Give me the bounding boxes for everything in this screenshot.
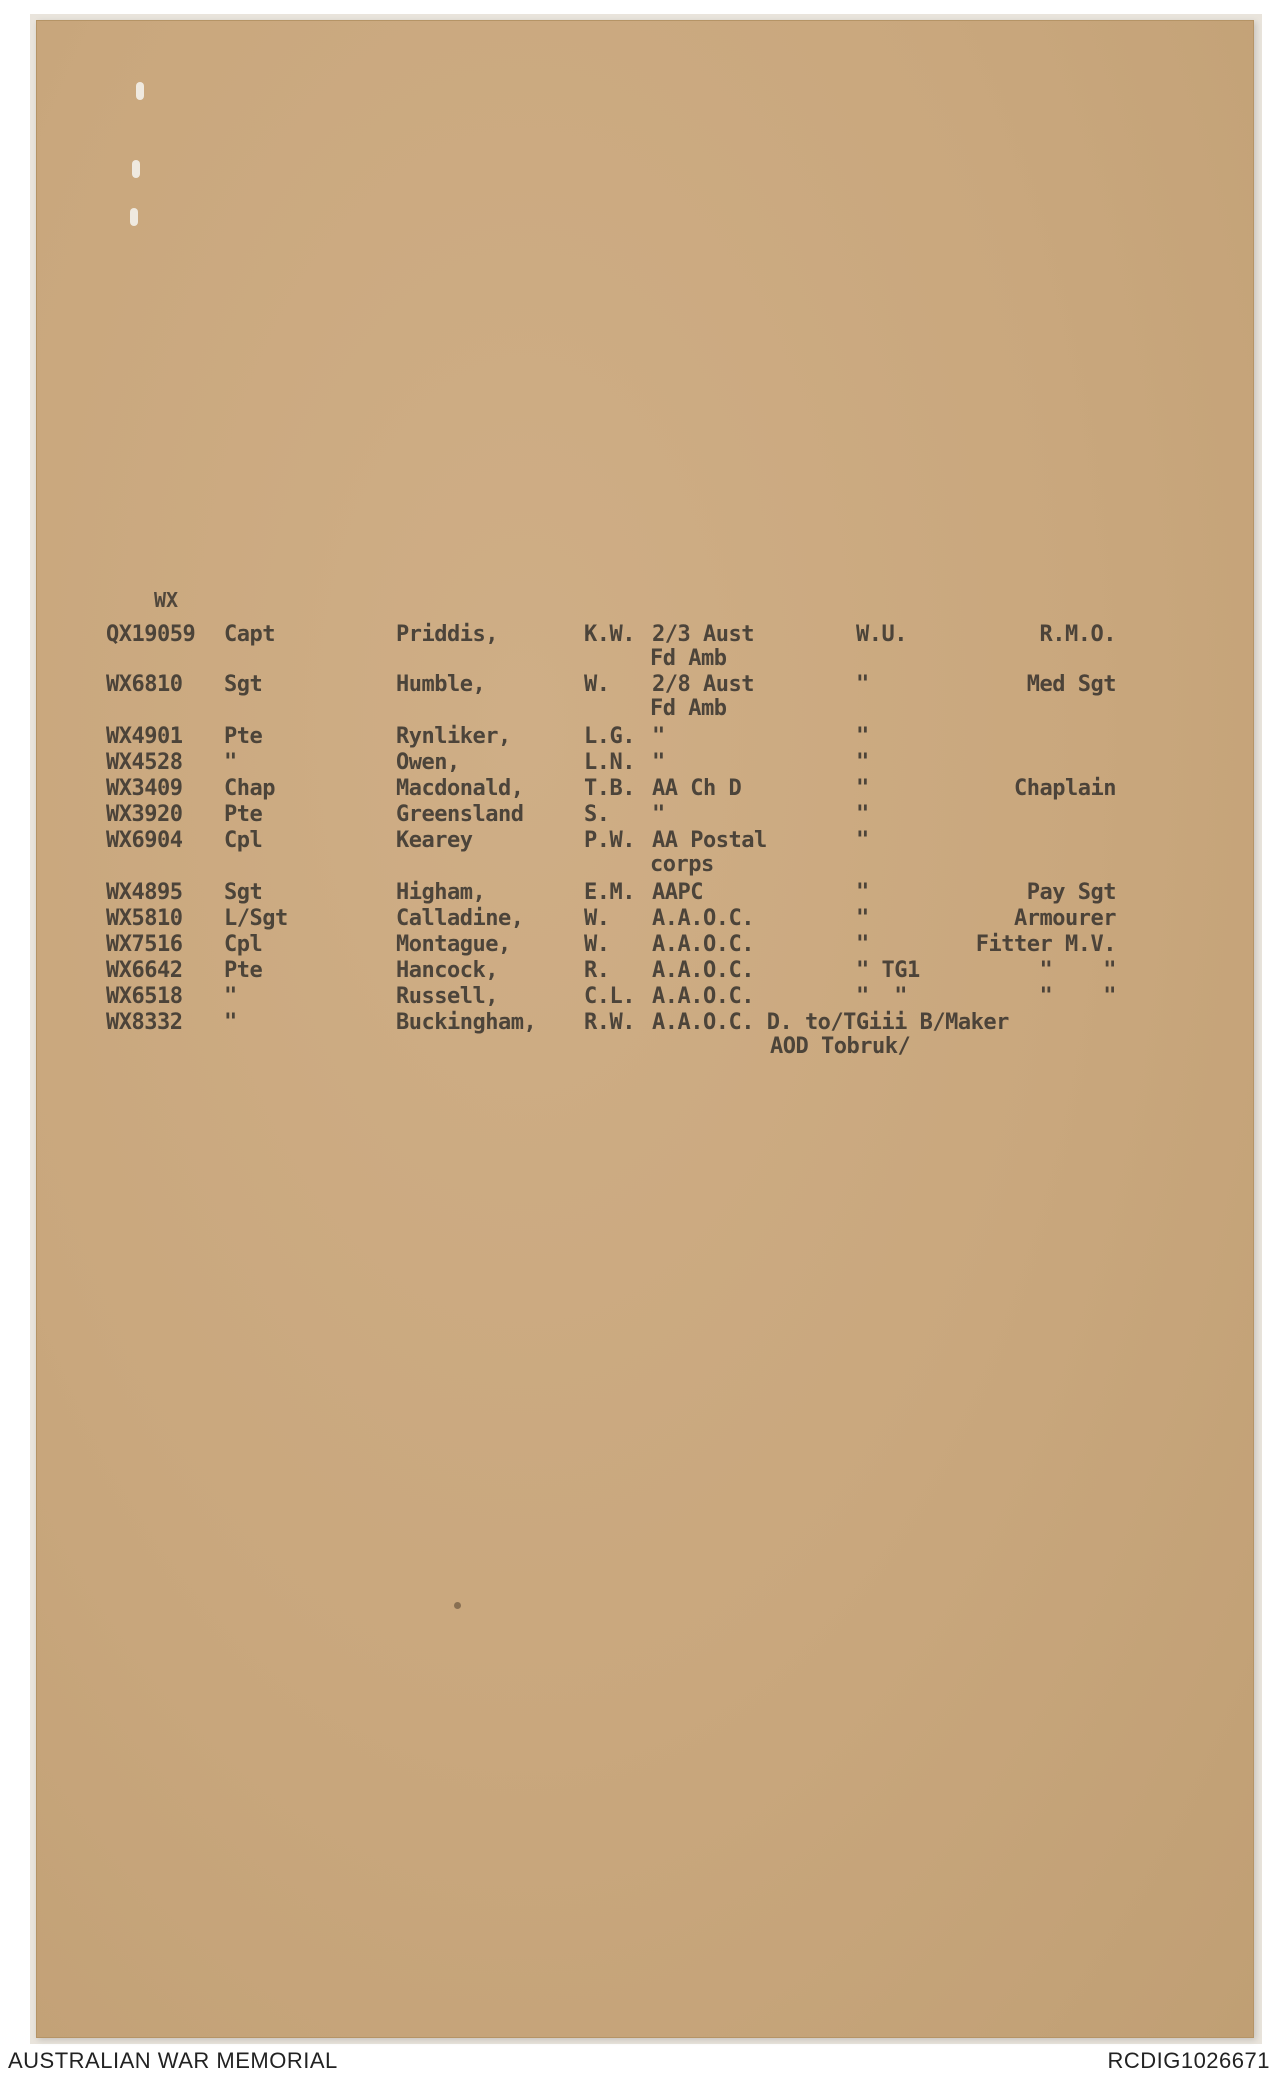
document-page [36,20,1254,2038]
row-9-initials: W. [584,906,610,931]
row-9-status: " [856,906,869,931]
row-12-unit: A.A.O.C. [652,984,754,1009]
footer-institution: AUSTRALIAN WAR MEMORIAL [8,2048,338,2073]
row-12-remarks: " " [1039,984,1116,1009]
row-9-remarks: Armourer [1014,906,1116,931]
row-2-surname: Humble, [396,672,486,697]
row-1-unit-continued: Fd Amb [650,646,727,671]
row-6-service-number: WX3920 [106,802,183,827]
row-7-unit: AA Postal [652,828,767,853]
row-9-service-number: WX5810 [106,906,183,931]
row-8-service-number: WX4895 [106,880,183,905]
row-10-unit: A.A.O.C. [652,932,754,957]
row-11-initials: R. [584,958,610,983]
row-4-initials: L.N. [584,750,635,775]
row-10-status: " [856,932,869,957]
row-10-initials: W. [584,932,610,957]
row-11-rank: Pte [224,958,263,983]
row-13-surname: Buckingham, [396,1010,537,1035]
row-8-remarks: Pay Sgt [1026,880,1116,905]
row-12-surname: Russell, [396,984,498,1009]
row-13-rank: " [224,1010,237,1035]
row-6-unit: " [652,802,665,827]
row-8-rank: Sgt [224,880,263,905]
row-2-unit: 2/8 Aust [652,672,754,697]
row-3-service-number: WX4901 [106,724,183,749]
row-5-surname: Macdonald, [396,776,524,801]
row-11-surname: Hancock, [396,958,498,983]
row-1-service-number: QX19059 [106,622,196,647]
row-12-rank: " [224,984,237,1009]
row-4-service-number: WX4528 [106,750,183,775]
row-7-status: " [856,828,869,853]
row-6-rank: Pte [224,802,263,827]
row-5-status: " [856,776,869,801]
row-2-rank: Sgt [224,672,263,697]
ink-speck [454,1602,461,1609]
row-2-unit-continued: Fd Amb [650,696,727,721]
row-5-unit: AA Ch D [652,776,742,801]
row-10-rank: Cpl [224,932,263,957]
row-11-status: " TG1 [856,958,920,983]
row-13-initials: R.W. [584,1010,635,1035]
row-1-unit: 2/3 Aust [652,622,754,647]
footer-id: RCDIG1026671 [1107,2048,1270,2073]
row-3-status: " [856,724,869,749]
row-8-status: " [856,880,869,905]
row-4-rank: " [224,750,237,775]
row-11-unit: A.A.O.C. [652,958,754,983]
row-7-rank: Cpl [224,828,263,853]
row-12-initials: C.L. [584,984,635,1009]
row-6-status: " [856,802,869,827]
row-8-surname: Higham, [396,880,486,905]
punch-hole [132,160,140,178]
row-3-initials: L.G. [584,724,635,749]
row-7-service-number: WX6904 [106,828,183,853]
row-7-surname: Kearey [396,828,473,853]
row-2-status: " [856,672,869,697]
row-3-surname: Rynliker, [396,724,511,749]
row-9-rank: L/Sgt [224,906,288,931]
handwritten-mark: WX [154,588,179,612]
row-10-service-number: WX7516 [106,932,183,957]
row-1-surname: Priddis, [396,622,498,647]
row-5-rank: Chap [224,776,275,801]
row-10-remarks: Fitter M.V. [975,932,1116,957]
row-3-unit: " [652,724,665,749]
row-8-unit: AAPC [652,880,703,905]
row-2-remarks: Med Sgt [1026,672,1116,697]
row-11-service-number: WX6642 [106,958,183,983]
row-5-service-number: WX3409 [106,776,183,801]
row-13-service-number: WX8332 [106,1010,183,1035]
punch-hole [130,208,138,226]
row-6-initials: S. [584,802,610,827]
row-5-remarks: Chaplain [1014,776,1116,801]
row-2-initials: W. [584,672,610,697]
row-5-initials: T.B. [584,776,635,801]
row-7-initials: P.W. [584,828,635,853]
row-12-service-number: WX6518 [106,984,183,1009]
row-4-unit: " [652,750,665,775]
row-1-remarks: R.M.O. [1039,622,1116,647]
row-1-status: W.U. [856,622,907,647]
row-10-surname: Montague, [396,932,511,957]
row-4-status: " [856,750,869,775]
row-4-surname: Owen, [396,750,460,775]
row-1-initials: K.W. [584,622,635,647]
row-12-status: " " [856,984,907,1009]
row-9-surname: Calladine, [396,906,524,931]
row-9-unit: A.A.O.C. [652,906,754,931]
row-13-unit: A.A.O.C. D. to/TGiii B/Maker [652,1010,1009,1035]
row-11-remarks: " " [1039,958,1116,983]
punch-hole [136,82,144,100]
row-7-unit-continued: corps [650,852,714,877]
row-3-rank: Pte [224,724,263,749]
row-13-unit-continued: AOD Tobruk/ [770,1034,911,1059]
row-6-surname: Greensland [396,802,524,827]
row-8-initials: E.M. [584,880,635,905]
row-1-rank: Capt [224,622,275,647]
row-2-service-number: WX6810 [106,672,183,697]
